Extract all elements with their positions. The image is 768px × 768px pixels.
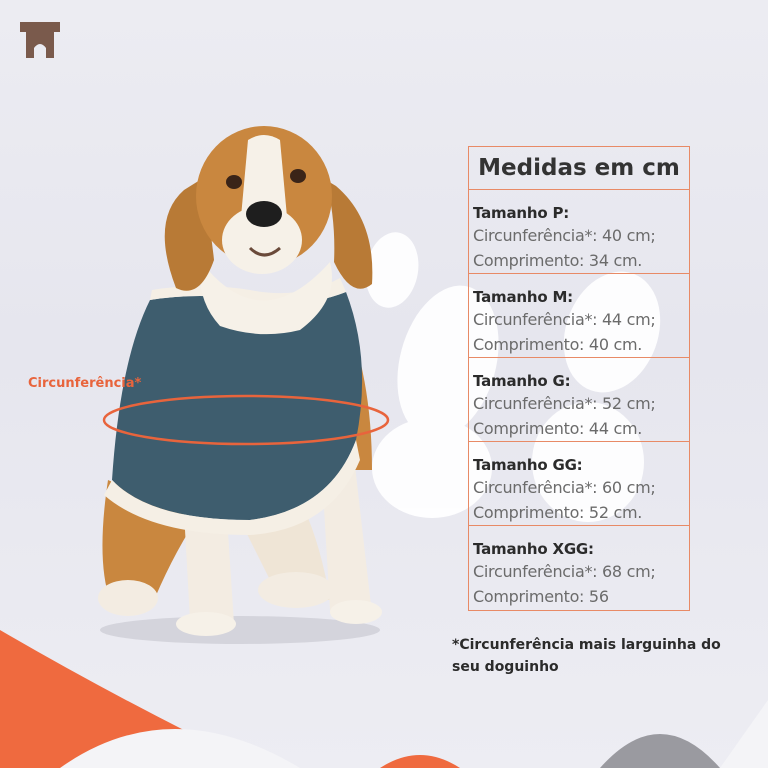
size-row-xgg: [469, 526, 689, 610]
size-circumference: Circunferência*: 40 cm;: [473, 226, 656, 245]
size-length: Comprimento: 40 cm.: [473, 335, 643, 354]
size-length: Comprimento: 52 cm.: [473, 503, 643, 522]
size-length: Comprimento: 34 cm.: [473, 251, 643, 270]
size-circumference: Circunferência*: 52 cm;: [473, 394, 656, 413]
size-length: Comprimento: 44 cm.: [473, 419, 643, 438]
size-circumference: Circunferência*: 60 cm;: [473, 478, 656, 497]
size-row-m: [469, 274, 689, 358]
circumference-label: Circunferência*: [28, 376, 142, 391]
size-name: Tamanho XGG:: [473, 540, 594, 558]
size-length: Comprimento: 56: [473, 587, 609, 606]
size-row-p: [469, 190, 689, 274]
size-circumference: Circunferência*: 68 cm;: [473, 562, 656, 581]
footnote-text: *Circunferência mais larguinha do seu doguinho: [452, 637, 721, 675]
size-row-gg: [469, 442, 689, 526]
size-name: Tamanho G:: [473, 372, 571, 390]
size-chart-table: [468, 146, 690, 611]
size-circumference: Circunferência*: 44 cm;: [473, 310, 656, 329]
size-name: Tamanho M:: [473, 288, 573, 306]
size-name: Tamanho P:: [473, 204, 570, 222]
size-row-g: [469, 358, 689, 442]
size-chart-title: Medidas em cm: [469, 147, 689, 190]
size-name: Tamanho GG:: [473, 456, 583, 474]
